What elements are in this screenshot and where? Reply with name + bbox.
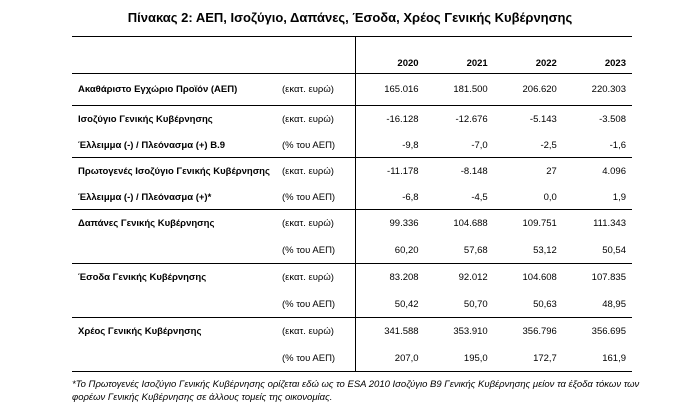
cell-value: 161,9 [563,346,632,372]
cell-value: -11.178 [355,158,424,186]
cell-value: 353.910 [453,326,488,338]
cell-value: -12.676 [455,114,488,126]
row-label: Έλλειμμα (-) / Πλεόνασμα (+)* [72,186,276,210]
table-row [72,264,632,292]
cell-value: 27 [546,166,557,178]
cell-value: 104.688 [453,218,488,230]
cell-value: -9,8 [355,134,424,158]
row-label: Ακαθάριστο Εγχώριο Προϊόν (ΑΕΠ) [72,74,276,106]
cell-value: 1,9 [563,186,632,210]
row-unit: (% του ΑΕΠ) [276,238,355,264]
cell-value: -5.143 [529,114,557,126]
cell-value: 53,12 [494,238,563,264]
cell-value: 48,95 [563,292,632,318]
year-header: 2023 [563,37,632,74]
row-label: Ισοζύγιο Γενικής Κυβέρνησης [78,114,213,126]
cell-value: -3.508 [599,114,626,126]
row-label [72,238,276,264]
cell-value: 195,0 [425,346,494,372]
table-row [72,158,632,186]
cell-value: -1,6 [563,134,632,158]
row-unit: (εκατ. ευρώ) [281,218,334,230]
cell-value: -2,5 [494,134,563,158]
cell-value: 111.343 [593,218,626,230]
table-row [72,210,632,238]
cell-value: 165.016 [355,74,424,106]
cell-value: 341.588 [355,318,424,346]
row-unit: (εκατ. ευρώ) [281,326,334,338]
cell-value: -16.128 [355,106,424,134]
cell-value: 50,63 [494,292,563,318]
cell-value: -8.148 [460,166,488,178]
row-label: Πρωτογενές Ισοζύγιο Γενικής Κυβέρνησης [78,166,270,178]
table-row [72,292,632,318]
cell-value: 50,42 [355,292,424,318]
year-header: 2020 [355,37,424,74]
cell-value: 356.796 [522,326,557,338]
table-row [72,134,632,158]
cell-value: 50,54 [563,238,632,264]
cell-value: 207,0 [355,346,424,372]
table-row [72,106,632,134]
year-header: 2022 [494,37,563,74]
table-row [72,238,632,264]
cell-value: 99.336 [355,210,424,238]
cell-value: 0,0 [494,186,563,210]
row-unit: (% του ΑΕΠ) [276,186,355,210]
cell-value: 181.500 [425,74,494,106]
row-label: Έσοδα Γενικής Κυβέρνησης [78,272,207,284]
header-row [72,37,632,74]
row-label [72,346,276,372]
row-unit: (% του ΑΕΠ) [276,134,355,158]
cell-value: -7,0 [425,134,494,158]
row-unit: (εκατ. ευρώ) [281,166,334,178]
cell-value: 60,20 [355,238,424,264]
table-row [72,186,632,210]
cell-value: 206.620 [494,74,563,106]
cell-value: 4.096 [602,166,626,178]
footnote: *Το Πρωτογενές Ισοζύγιο Γενικής Κυβέρνησης ορίζεται εδώ ως το ESA 2010 Ισοζύγιο B9 Γενικής Κυβέρνησης μείον τα έξοδα τόκων των φορέων Γενικής Κυβέρνησης σε άλλους τομείς της οικονομίας. [72,379,640,403]
table-row [72,318,632,346]
header-blank [72,37,276,74]
cell-value: 356.695 [591,326,626,338]
fiscal-table [72,36,632,372]
row-unit: (εκατ. ευρώ) [281,114,334,126]
cell-value: 220.303 [563,74,632,106]
row-unit: (% του ΑΕΠ) [276,346,355,372]
table-row [72,346,632,372]
table-row [72,74,632,106]
row-unit: (εκατ. ευρώ) [281,272,334,284]
year-header: 2021 [425,37,494,74]
table-title: Πίνακας 2: ΑΕΠ, Ισοζύγιο, Δαπάνες, Έσοδα, Χρέος Γενικής Κυβέρνησης [127,10,573,25]
header-unit-blank [276,37,355,74]
cell-value: 172,7 [494,346,563,372]
cell-value: 92.012 [458,272,488,284]
cell-value: 83.208 [355,264,424,292]
cell-value: -6,8 [355,186,424,210]
row-unit: (% του ΑΕΠ) [276,292,355,318]
row-unit: (εκατ. ευρώ) [276,74,355,106]
row-label [72,292,276,318]
cell-value: 109.751 [522,218,557,230]
row-label: Δαπάνες Γενικής Κυβέρνησης [78,218,215,230]
cell-value: -4,5 [425,186,494,210]
cell-value: 50,70 [425,292,494,318]
cell-value: 107.835 [591,272,626,284]
row-label: Χρέος Γενικής Κυβέρνησης [78,326,202,338]
cell-value: 104.608 [522,272,557,284]
row-label: Έλλειμμα (-) / Πλεόνασμα (+) B.9 [72,134,276,158]
cell-value: 57,68 [425,238,494,264]
